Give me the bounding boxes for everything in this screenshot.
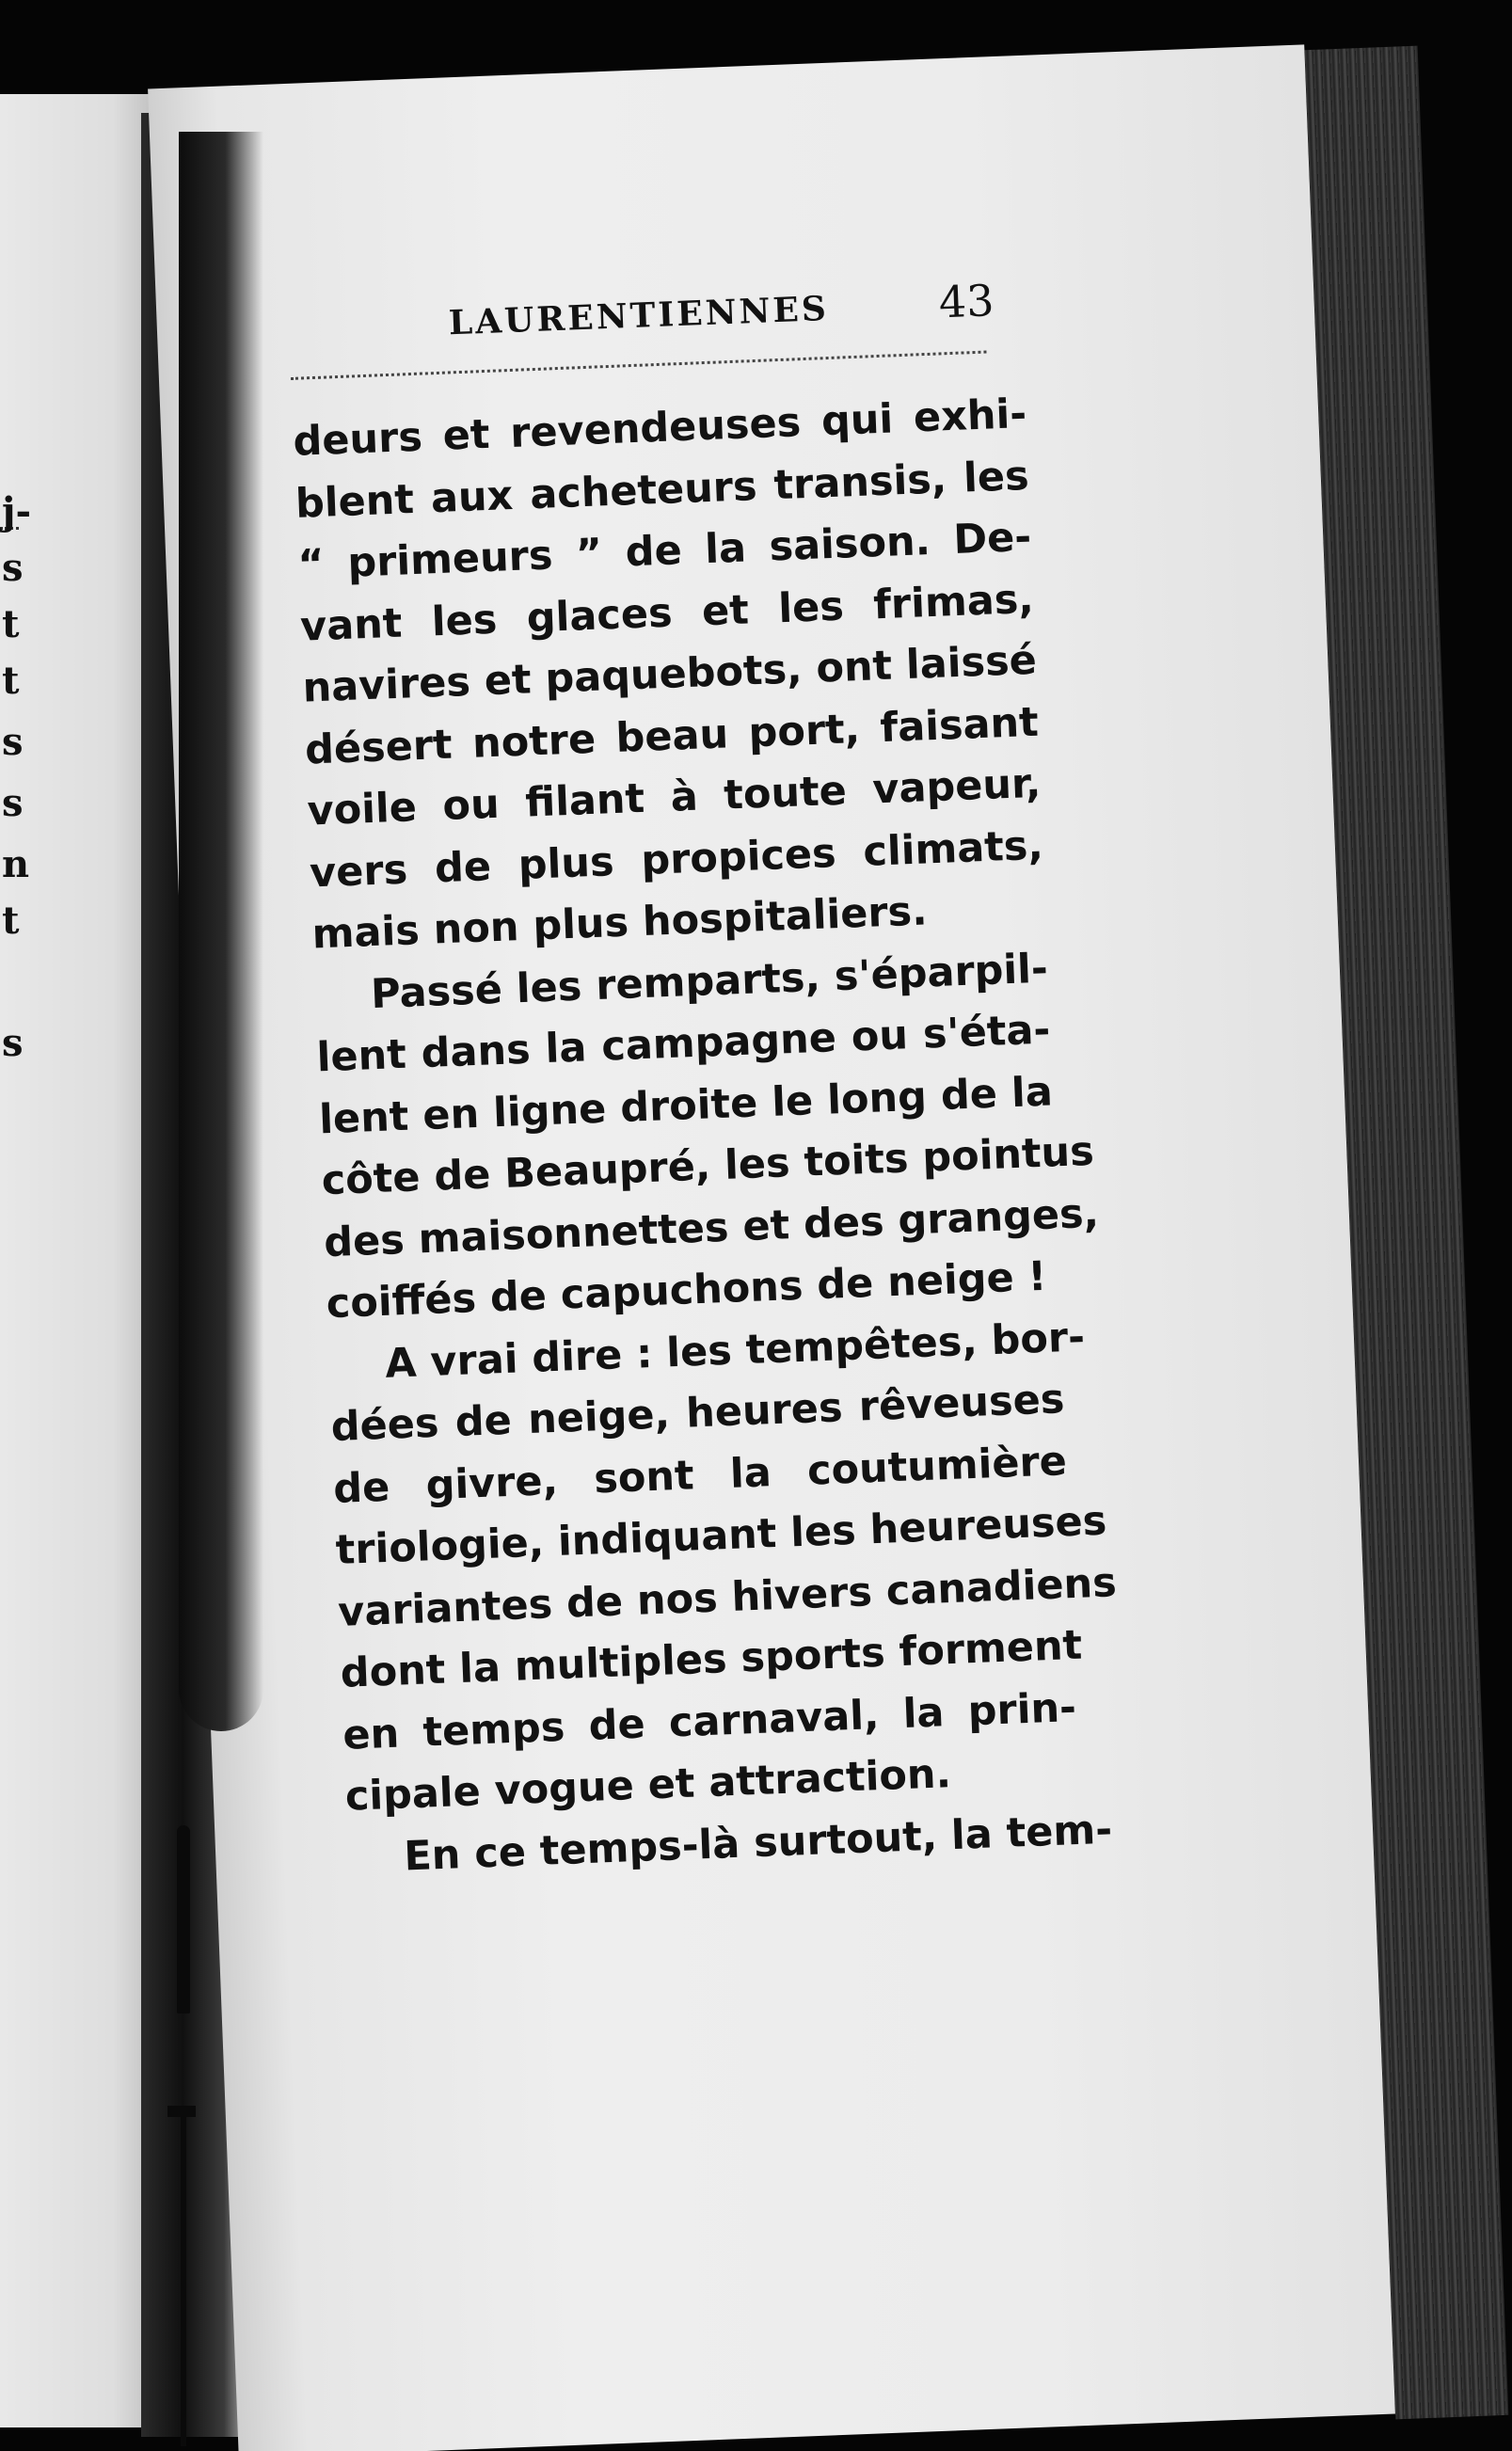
text-line: dont la multiples sports forment (339, 1621, 1083, 1697)
page-number: 43 (937, 275, 995, 328)
text-line: des maisonnettes et des granges, (323, 1189, 1100, 1266)
page-content (288, 275, 1118, 1890)
text-line: coiffés de capuchons de neige ! (325, 1252, 1048, 1329)
book-page (148, 44, 1395, 2451)
running-title: LAURENTIENNES (448, 288, 830, 343)
text-line: dées de neige, heures rêveuses (329, 1376, 1066, 1452)
previous-page-fragment: t (2, 602, 20, 646)
text-line: navires et paquebots, ont laissé (301, 636, 1038, 712)
text-line: deurs et revendeuses qui exhi- (292, 390, 1027, 466)
text-line: vers de plus propices climats, (309, 821, 1044, 898)
text-line: désert notre beau port, faisant (304, 698, 1040, 774)
previous-page-fragment: s (2, 781, 24, 825)
previous-page-fragment: n (2, 842, 30, 886)
previous-page-fragment: s (2, 720, 24, 764)
text-line: voile ou filant à toute vapeur, (306, 759, 1042, 836)
text-line: triologie, indiquant les heureuses (334, 1497, 1108, 1574)
text-line: vant les glaces et les frimas, (299, 575, 1035, 651)
previous-page-fragment: t (2, 659, 20, 703)
text-line: “ primeurs ” de la saison. De- (296, 513, 1033, 589)
text-line: côte de Beaupré, les toits pointus (320, 1127, 1095, 1205)
previous-page-fragment: s (2, 546, 24, 590)
previous-page-fragment: s (2, 1021, 24, 1065)
binding-thread (177, 1825, 190, 2013)
text-line: lent dans la campagne ou s'éta- (315, 1006, 1052, 1082)
previous-page-fragment: j- (2, 489, 32, 533)
text-line: lent en ligne droite le long de la (318, 1067, 1054, 1143)
text-line: En ce temps-là surtout, la tem- (403, 1806, 1113, 1880)
text-line: de givre, sont la coutumière (332, 1437, 1068, 1513)
text-line: en temps de carnaval, la prin- (342, 1683, 1077, 1759)
body-text (292, 384, 1118, 1890)
text-line: mais non plus hospitaliers. (310, 887, 929, 959)
previous-page-fragment: t (2, 899, 20, 943)
text-line: blent aux acheteurs transis, les (294, 452, 1030, 528)
text-line: Passé les remparts, s'éparpil- (370, 945, 1049, 1018)
text-line: cipale vogue et attraction. (343, 1750, 952, 1821)
gutter-shadow (179, 132, 263, 1731)
text-line: A vrai dire : les tempêtes, bor- (384, 1313, 1086, 1388)
text-line: variantes de nos hivers canadiens (337, 1558, 1118, 1636)
binding-thread (181, 2108, 186, 2446)
